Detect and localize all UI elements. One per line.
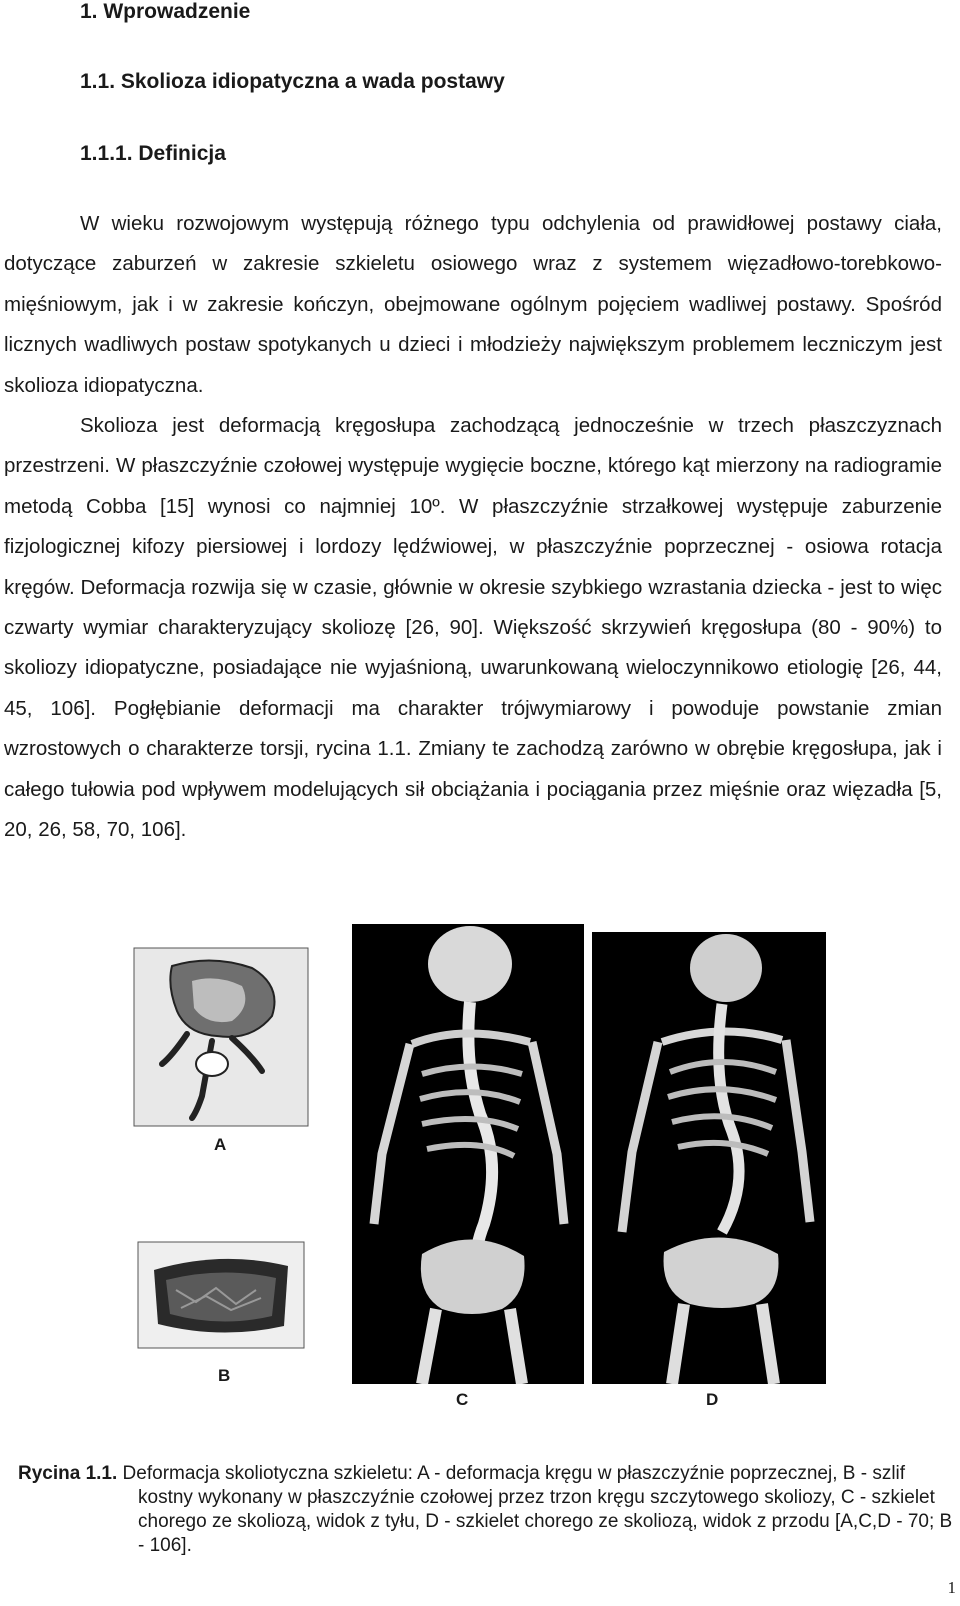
figure-label-c: C [456,1390,469,1409]
paragraph: W wieku rozwojowym występują różnego typu odchylenia od prawidłowej postawy ciała, dotyczące zaburzeń w zakresie szkieletu osiowego wraz z systemem więzadłowo-torebkowo-mięśniowym, jak i w zakresie kończyn, obejmowane ogólnym pojęciem wadliwej postawy. Spośród licznych wadliwych postaw spotykanych u dzieci i młodzieży największym problemem leczniczym jest skolioza idiopatyczna. [4,212,942,397]
figure-panel-c [352,924,584,1384]
subsection-heading: 1.1.1. Definicja [80,142,226,165]
chapter-heading: 1. Wprowadzenie [80,0,251,23]
figure-1-1 [0,938,960,1438]
body-text [4,204,942,851]
figure-label-a: A [214,1135,227,1154]
figure-label-d: D [706,1390,719,1409]
caption-label: Rycina 1.1. [18,1463,118,1484]
page-number: 1 [947,1578,956,1597]
figure-panel-d [592,932,826,1384]
figure-panel-a [132,946,310,1128]
paragraph: Skolioza jest deformacją kręgosłupa zachodzącą jednocześnie w trzech płaszczyznach przestrzeni. W płaszczyźnie czołowej występuje wygięcie boczne, którego kąt mierzony na radiogramie metodą Cobba [15] wynosi co najmniej 10º. W płaszczyźnie strzałkowej występuje zaburzenie fizjologicznej kifozy piersiowej i lordozy lędźwiowej, w płaszczyźnie poprzecznej - osiowa rotacja kręgów. Deformacja rozwija się w czasie, głównie w okresie szybkiego wzrastania dziecka - jest to więc czwarty wymiar charakteryzujący skoliozę [26, 90]. Większość skrzywień kręgosłupa (80 - 90%) to skoliozy idiopatyczne, posiadające nie wyjaśnioną, uwarunkowaną wieloczynnikowo etiologię [26, 44, 45, 106]. Pogłębianie deformacji ma charakter trójwymiarowy i powoduje powstanie zmian wzrostowych o charakterze torsji, rycina 1.1. Zmiany te zachodzą zarówno w obrębie kręgosłupa, jak i całego tułowia pod wpływem modelujących sił obciążania i pociągania przez mięśnie oraz więzadła [5, 20, 26, 58, 70, 106]. [4,414,942,842]
section-heading: 1.1. Skolioza idiopatyczna a wada postawy [80,70,505,93]
figure-caption [18,1462,956,1558]
figure-panel-b [136,1240,306,1350]
caption-text: Deformacja skoliotyczna szkieletu: A - deformacja kręgu w płaszczyźnie poprzecznej, B - szlif kostny wykonany w płaszczyźnie czołowej przez trzon kręgu szczytowego skoliozy, C - szkielet chorego ze skoliozą, widok z tyłu, D - szkielet chorego ze skoliozą, widok z przodu [A,C,D - 70; B - 106]. [117,1463,953,1556]
figure-label-b: B [218,1366,231,1385]
